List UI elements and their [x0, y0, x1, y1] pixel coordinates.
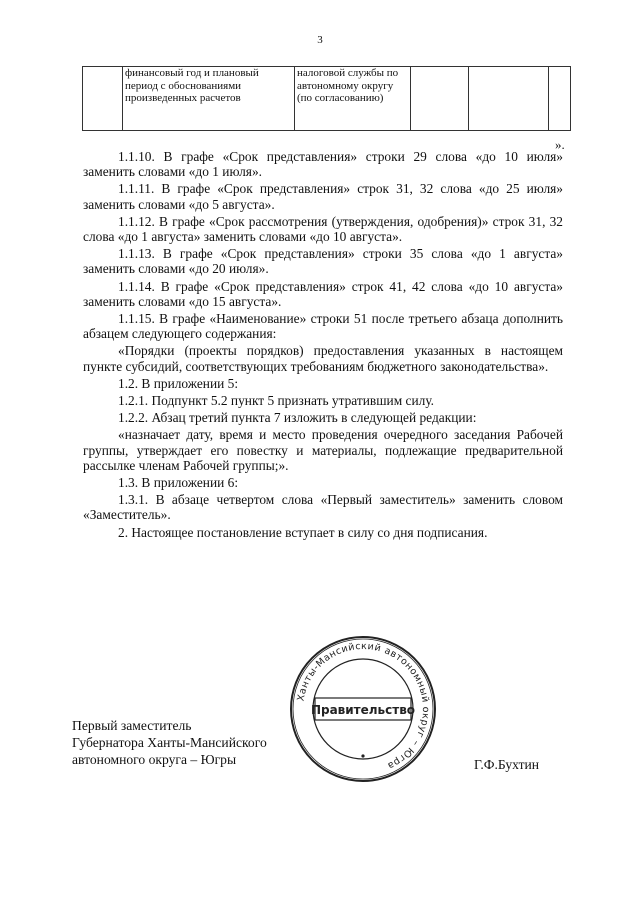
signatory-title-line: автономного округа – Югры	[72, 752, 237, 767]
paragraph: «назначает дату, время и место проведения очередного заседания Рабочей группы, утверждает его повестку и материалы, подлежащие предварительной рассылке членам Рабочей группы;».	[83, 427, 563, 473]
paragraph: 1.2. В приложении 5:	[118, 375, 239, 391]
table-cell	[83, 67, 123, 131]
paragraph: 1.1.14. В графе «Срок представления» строк 41, 42 слова «до 10 августа» заменить словами «до 15 августа».	[83, 278, 563, 309]
signatory-title-line: Губернатора Ханты-Мансийского	[72, 735, 267, 750]
paragraph: 1.1.15. В графе «Наименование» строки 51 после третьего абзаца дополнить абзацем следующего содержания:	[83, 311, 563, 342]
table-cell	[469, 67, 549, 131]
signatory-title-line: Первый заместитель	[72, 718, 192, 733]
document-body	[83, 149, 563, 542]
official-seal	[288, 634, 438, 784]
paragraph: 2. Настоящее постановление вступает в силу со дня подписания.	[118, 524, 488, 540]
seal-center-text: Правительство	[310, 703, 416, 717]
paragraph: 1.2.1. Подпункт 5.2 пункт 5 признать утратившим силу.	[118, 393, 435, 409]
page-number: 3	[317, 34, 323, 46]
paragraph: 1.1.13. В графе «Срок представления» строки 35 слова «до 1 августа» заменить словами «до 20 июля».	[83, 246, 563, 277]
table-cell: налоговой службы по автономному округу (по согласованию)	[295, 67, 411, 131]
closing-quote: ».	[555, 137, 565, 152]
table-cell	[549, 67, 571, 131]
continuation-table	[82, 66, 571, 131]
paragraph: 1.3.1. В абзаце четвертом слова «Первый заместитель» заменить словом «Заместитель».	[83, 492, 563, 523]
paragraph: 1.1.11. В графе «Срок представления» строк 31, 32 слова «до 25 июля» заменить словами «до 5 августа».	[83, 181, 563, 212]
table-cell	[411, 67, 469, 131]
signer-name: Г.Ф.Бухтин	[474, 757, 540, 772]
paragraph: 1.3. В приложении 6:	[118, 475, 239, 491]
seal-ring-text: Ханты-Мансийский автономный округ – Югра	[295, 640, 432, 772]
paragraph: 1.1.12. В графе «Срок рассмотрения (утверждения, одобрения)» строк 31, 32 слова «до 1 августа» заменить словами «до 10 августа».	[83, 213, 563, 245]
signatory-title	[72, 717, 267, 768]
paragraph: 1.1.10. В графе «Срок представления» строки 29 слова «до 10 июля» заменить словами «до 1 июля».	[83, 149, 563, 180]
paragraph: «Порядки (проекты порядков) предоставления указанных в настоящем пункте субсидий, соответствующих требованиям бюджетного законодательства».	[83, 343, 563, 374]
table-cell: финансовый год и плановый период с обоснованиями произведенных расчетов	[123, 67, 295, 131]
table-row	[83, 67, 571, 131]
paragraph: 1.2.2. Абзац третий пункта 7 изложить в следующей редакции:	[118, 410, 477, 426]
